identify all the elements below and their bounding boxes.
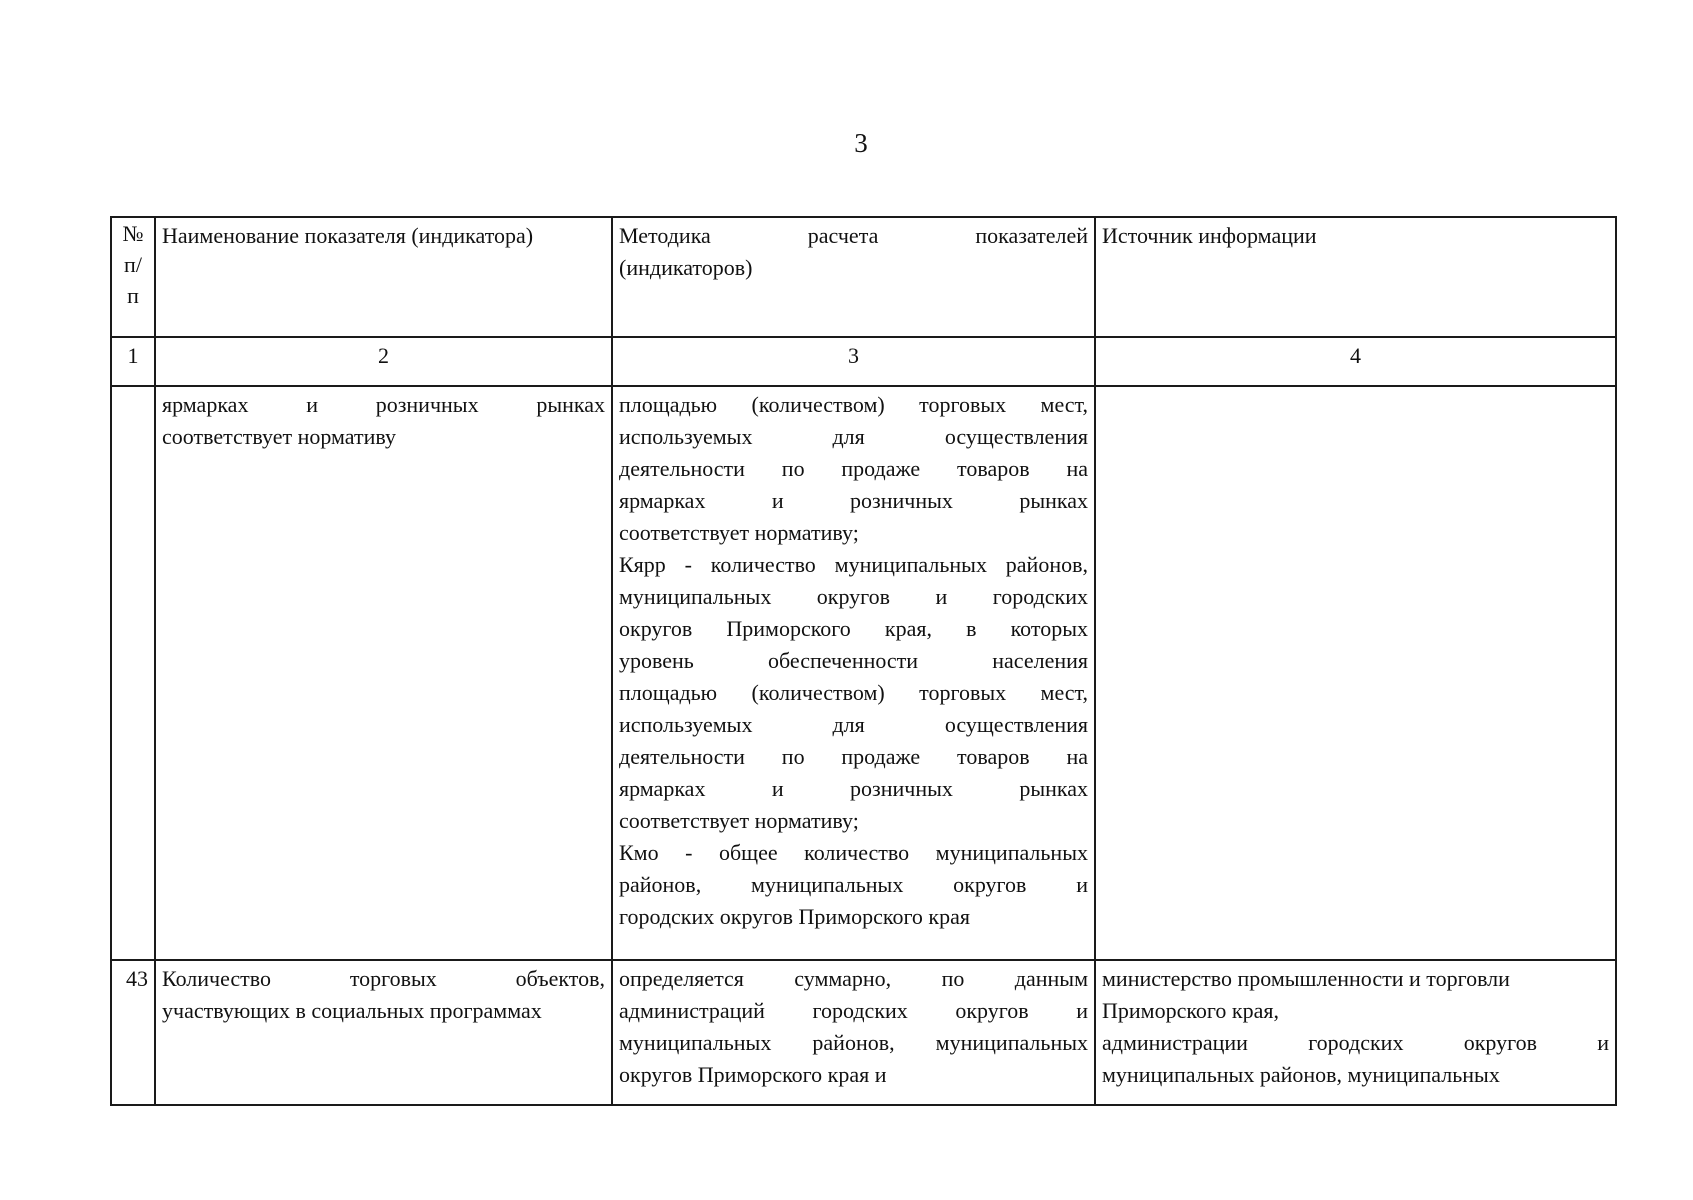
row-indicator-name: [155, 386, 612, 960]
cell-text-line: муниципальных округов и городских: [619, 584, 1088, 609]
cell-text-line: Кярр - количество муниципальных районов,: [619, 552, 1088, 577]
row-source: [1095, 960, 1616, 1105]
column-index: 3: [612, 337, 1095, 386]
row-source: [1095, 386, 1616, 960]
row-indicator-name: [155, 960, 612, 1105]
cell-text-line: районов, муниципальных округов и: [619, 872, 1088, 897]
cell-text-line: ярмарках и розничных рынках: [619, 488, 1088, 513]
cell-text-line: определяется суммарно, по данным: [619, 966, 1088, 991]
cell-text-line: ярмарках и розничных рынках: [162, 392, 605, 417]
cell-text-line: используемых для осуществления: [619, 424, 1088, 449]
header-number-line: №: [122, 221, 144, 246]
row-number: 43: [111, 960, 155, 1105]
cell-text-line: соответствует нормативу;: [619, 808, 859, 833]
cell-text-line: городских округов Приморского края: [619, 904, 970, 929]
page-number: 3: [854, 128, 868, 158]
column-index: 1: [111, 337, 155, 386]
header-indicator-name: Наименование показателя (индикатора): [155, 217, 612, 337]
header-method-line: (индикаторов): [619, 255, 753, 280]
indicators-table: [110, 216, 1617, 1106]
cell-text-line: деятельности по продаже товаров на: [619, 456, 1088, 481]
cell-text-line: соответствует нормативу: [162, 424, 397, 449]
cell-text-line: Количество торговых объектов,: [162, 966, 605, 991]
header-method: [612, 217, 1095, 337]
cell-text-line: уровень обеспеченности населения: [619, 648, 1088, 673]
row-number: [111, 386, 155, 960]
column-index-row: [111, 337, 1616, 386]
cell-text-line: администраций городских округов и: [619, 998, 1088, 1023]
header-source: Источник информации: [1095, 217, 1616, 337]
cell-text-line: площадью (количеством) торговых мест,: [619, 680, 1088, 705]
row-method: [612, 960, 1095, 1105]
header-number: [111, 217, 155, 337]
header-number-line: п: [127, 283, 139, 308]
table-header-row: [111, 217, 1616, 337]
cell-text-line: используемых для осуществления: [619, 712, 1088, 737]
cell-text-line: деятельности по продаже товаров на: [619, 744, 1088, 769]
cell-text-line: округов Приморского края и: [619, 1062, 887, 1087]
row-method: [612, 386, 1095, 960]
cell-text-line: министерство промышленности и торговли: [1102, 966, 1510, 991]
cell-text-line: Кмо - общее количество муниципальных: [619, 840, 1088, 865]
header-number-line: п/: [124, 252, 142, 277]
header-method-line: Методика расчета показателей: [619, 223, 1088, 248]
cell-text-line: администрации городских округов и: [1102, 1030, 1609, 1055]
column-index: 2: [155, 337, 612, 386]
cell-text-line: участвующих в социальных программах: [162, 998, 542, 1023]
cell-text-line: округов Приморского края, в которых: [619, 616, 1088, 641]
table-row: [111, 960, 1616, 1105]
cell-text-line: муниципальных районов, муниципальных: [619, 1030, 1088, 1055]
cell-text-line: соответствует нормативу;: [619, 520, 859, 545]
cell-text-line: ярмарках и розничных рынках: [619, 776, 1088, 801]
cell-text-line: муниципальных районов, муниципальных: [1102, 1062, 1500, 1087]
cell-text-line: площадью (количеством) торговых мест,: [619, 392, 1088, 417]
column-index: 4: [1095, 337, 1616, 386]
cell-text-line: Приморского края,: [1102, 998, 1279, 1023]
table-row: [111, 386, 1616, 960]
